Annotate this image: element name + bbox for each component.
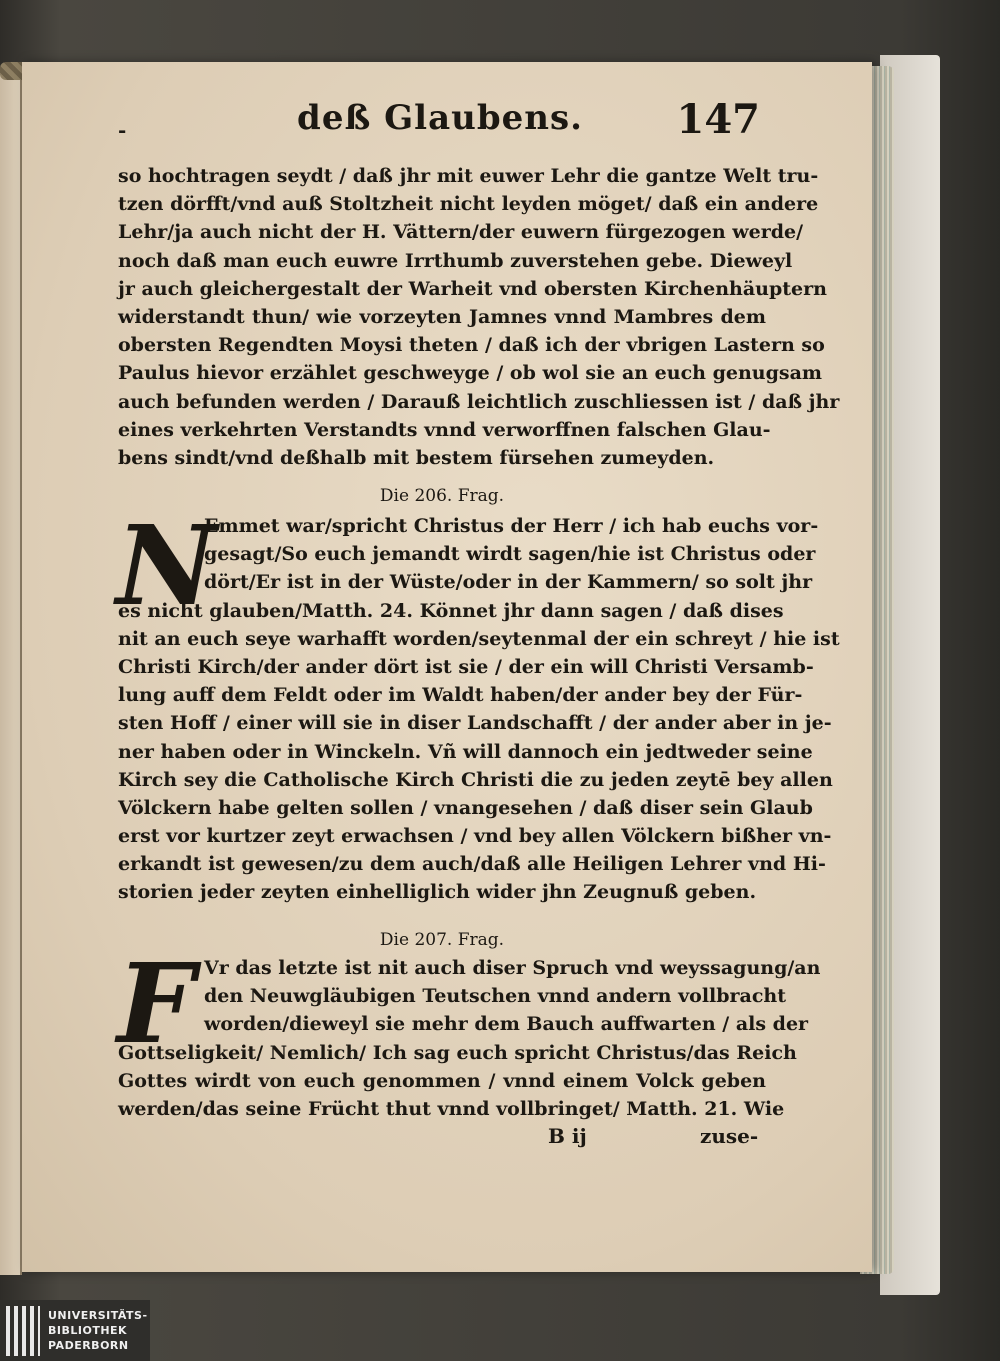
text-line: nit an euch seye warhafft worden/seytenmal der ein schreyt / hie ist — [118, 627, 840, 650]
text-line: Gottseligkeit/ Nemlich/ Ich sag euch spricht Christus/das Reich — [118, 1041, 797, 1064]
text-line: Paulus hievor erzählet geschweyge / ob wol sie an euch genugsam — [118, 362, 822, 385]
text-line: widerstandt thun/ wie vorzeyten Jamnes vnnd Mambres dem — [118, 305, 766, 328]
text-line: erst vor kurtzer zeyt erwachsen / vnd bey allen Völckern bißher vn- — [118, 825, 832, 848]
text-line: gesagt/So euch jemandt wirdt sagen/hie ist Christus oder — [204, 543, 816, 566]
drop-cap-f: F — [116, 939, 196, 1068]
text-line: obersten Regendten Moysi theten / daß ich der vbrigen Lastern so — [118, 334, 825, 357]
text-line: Emmet war/spricht Christus der Herr / ich hab euchs vor- — [204, 515, 819, 537]
library-logo-text — [48, 1308, 148, 1353]
question-206-text — [116, 501, 840, 907]
text-line: bens sindt/vnd deßhalb mit bestem fürsehen zumeyden. — [118, 446, 715, 469]
text-line: jr auch gleichergestalt der Warheit vnd obersten Kirchenhäuptern — [118, 277, 827, 300]
text-line: Lehr/ja auch nicht der H. Vättern/der euwern fürgezogen werde/ — [118, 221, 804, 244]
text-line: lung auff dem Feldt oder im Waldt haben/der ander bey der Für- — [118, 684, 803, 707]
text-line: Völckern habe gelten sollen / vnangesehen / daß diser sein Glaub — [118, 796, 813, 819]
text-line: sten Hoff / einer will sie in diser Landschafft / der ander aber in je- — [118, 712, 832, 735]
text-line: Gottes wirdt von euch genommen / vnnd einem Volck geben — [118, 1069, 766, 1092]
question-207-heading: Die 207. Frag. — [379, 930, 505, 950]
drop-cap-n: N — [116, 501, 217, 630]
question-206-heading: Die 206. Frag. — [379, 486, 505, 506]
running-title: deß Glaubens. — [297, 98, 583, 138]
text-line: Christi Kirch/der ander dört ist sie / der ein will Christi Versamb- — [118, 655, 814, 678]
library-logo-icon — [6, 1306, 40, 1356]
text-line: tzen dörfft/vnd auß Stoltzheit nicht leyden möget/ daß ein andere — [118, 193, 819, 216]
signature-mark: B ij — [548, 1124, 587, 1148]
text-line: ner haben oder in Winckeln. Vñ will dannoch ein jedtweder seine — [118, 740, 813, 763]
logo-line-2: BIBLIOTHEK — [48, 1324, 128, 1337]
page-number: 147 — [676, 96, 760, 143]
catchword: zuse- — [700, 1124, 759, 1148]
text-line: Kirch sey die Catholische Kirch Christi die zu jeden zeytē bey allen — [118, 768, 833, 791]
text-line: es nicht glauben/Matth. 24. Könnet jhr dann sagen / daß dises — [118, 599, 784, 622]
text-line: dört/Er ist in der Wüste/oder in der Kammern/ so solt jhr — [204, 571, 813, 594]
header-mark: - — [118, 118, 127, 142]
text-line: worden/dieweyl sie mehr dem Bauch auffwarten / als der — [204, 1013, 809, 1036]
facing-page-edge — [0, 75, 22, 1275]
text-line: so hochtragen seydt / daß jhr mit euwer Lehr die gantze Welt tru- — [118, 165, 819, 187]
logo-line-3: PADERBORN — [48, 1339, 129, 1352]
text-line: noch daß man euch euwre Irrthumb zuverstehen gebe. Dieweyl — [118, 249, 793, 272]
paragraph-continuation — [118, 162, 840, 472]
text-line: auch befunden werden / Darauß leichtlich zuschliessen ist / daß jhr — [118, 390, 840, 413]
text-line: eines verkehrten Verstandts vnnd verworffnen falschen Glau- — [118, 418, 771, 441]
logo-line-1: UNIVERSITÄTS- — [48, 1309, 148, 1322]
text-line: erkandt ist gewesen/zu dem auch/daß alle Heiligen Lehrer vnd Hi- — [118, 853, 826, 876]
text-line: storien jeder zeyten einhelliglich wider jhn Zeugnuß geben. — [118, 881, 757, 904]
text-line: den Neuwgläubigen Teutschen vnnd andern vollbracht — [204, 985, 787, 1008]
text-line: werden/das seine Frücht thut vnnd vollbringet/ Matth. 21. Wie — [118, 1097, 785, 1120]
text-line: Vr das letzte ist nit auch diser Spruch vnd weyssagung/an — [204, 957, 821, 979]
